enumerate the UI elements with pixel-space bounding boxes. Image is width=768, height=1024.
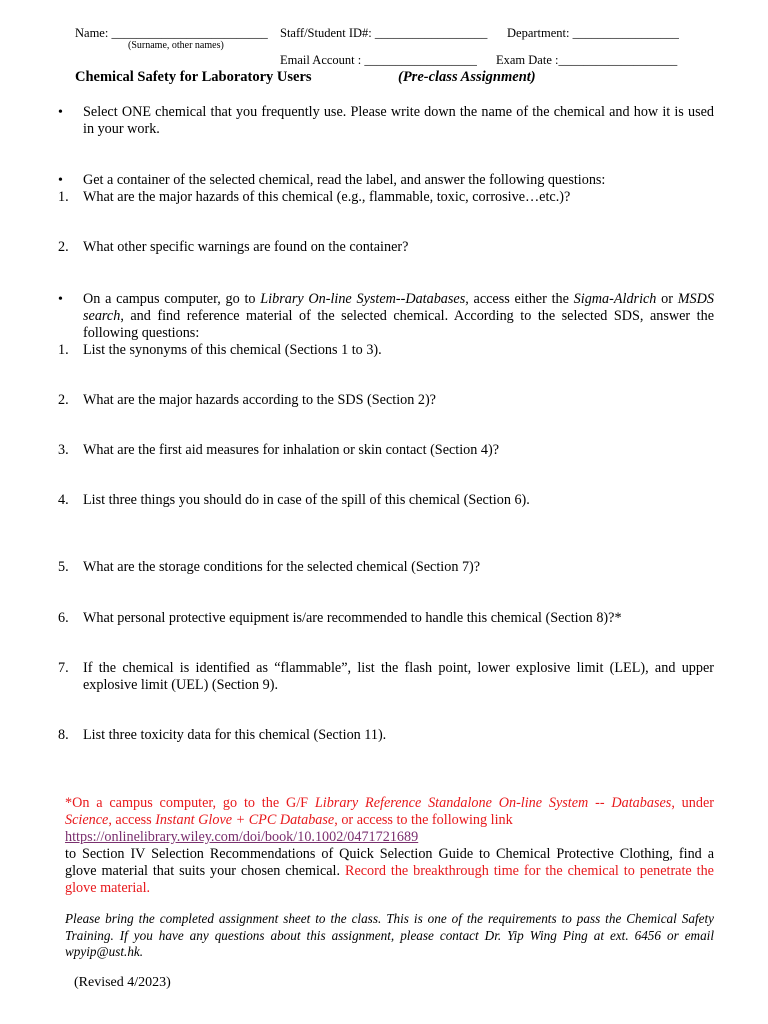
- q3-7-text: If the chemical is identified as “flammable”, list the flash point, lower explosive limit (LEL), and upper explosive limit (UEL) (Section 9).: [83, 660, 714, 693]
- bullet-1: •: [58, 105, 63, 120]
- name-field-label: Name: _________________________: [75, 26, 268, 40]
- email-field-label: Email Account : __________________: [280, 53, 477, 67]
- glove-footnote: *On a campus computer, go to the G/F Library Reference Standalone On-line System -- Databases, under Science, access Instant Glove + CPC Database, or access to the following link https://onlinelibrary.wiley.com/doi/book/10.1002/0471721689 to Section IV Selection Recommendations of Quick Selection Guide to Chemical Protective Clothing, find a glove material that suits your chosen chemical. Record the breakthrough time for the chemical to penetrate the glove material.: [65, 795, 714, 896]
- department-field-label: Department: _________________: [507, 26, 679, 40]
- section2-intro: Get a container of the selected chemical, read the label, and answer the following questions:: [83, 172, 606, 188]
- completion-notice: Please bring the completed assignment sheet to the class. This is one of the requirements to pass the Chemical Safety Training. If you have any questions about this assignment, please contact Dr. Yip Wing Ping at ext. 6456 or email wpyip@ust.hk.: [65, 911, 714, 959]
- revision-date: (Revised 4/2023): [74, 975, 171, 990]
- bullet-3: •: [58, 292, 63, 307]
- q3-4-number: 4.: [58, 492, 69, 508]
- page-title: Chemical Safety for Laboratory Users: [75, 69, 312, 85]
- staff-id-field-label: Staff/Student ID#: __________________: [280, 26, 488, 40]
- q3-8-text: List three toxicity data for this chemical (Section 11).: [83, 727, 387, 743]
- q3-1-number: 1.: [58, 342, 69, 358]
- q2-2-text: What other specific warnings are found on the container?: [83, 239, 409, 255]
- surname-note: (Surname, other names): [128, 40, 224, 51]
- wiley-link[interactable]: https://onlinelibrary.wiley.com/doi/book/10.1002/0471721689: [65, 829, 419, 845]
- q3-2-text: What are the major hazards according to the SDS (Section 2)?: [83, 392, 436, 408]
- q3-3-text: What are the first aid measures for inhalation or skin contact (Section 4)?: [83, 442, 500, 458]
- q3-5-text: What are the storage conditions for the selected chemical (Section 7)?: [83, 559, 481, 575]
- q3-1-text: List the synonyms of this chemical (Sections 1 to 3).: [83, 342, 382, 358]
- section1-text: Select ONE chemical that you frequently use. Please write down the name of the chemical and how it is used in your work.: [83, 104, 714, 137]
- q2-1-number: 1.: [58, 189, 69, 205]
- q3-6-text: What personal protective equipment is/are recommended to handle this chemical (Section 8)?*: [83, 610, 622, 626]
- q3-6-number: 6.: [58, 610, 69, 626]
- q2-2-number: 2.: [58, 239, 69, 255]
- page-subtitle: (Pre-class Assignment): [398, 69, 536, 85]
- section3-intro: On a campus computer, go to Library On-line System--Databases, access either the Sigma-Aldrich or MSDS search, and find reference material of the selected chemical. According to the selected SDS, answer the following questions:: [83, 291, 714, 341]
- q3-3-number: 3.: [58, 442, 69, 458]
- q3-2-number: 2.: [58, 392, 69, 408]
- q3-4-text: List three things you should do in case of the spill of this chemical (Section 6).: [83, 492, 530, 508]
- q3-5-number: 5.: [58, 559, 69, 575]
- q2-1-text: What are the major hazards of this chemical (e.g., flammable, toxic, corrosive…etc.)?: [83, 189, 571, 205]
- exam-date-field-label: Exam Date :___________________: [496, 53, 678, 67]
- q3-7-number: 7.: [58, 660, 69, 676]
- bullet-2: •: [58, 173, 63, 188]
- q3-8-number: 8.: [58, 727, 69, 743]
